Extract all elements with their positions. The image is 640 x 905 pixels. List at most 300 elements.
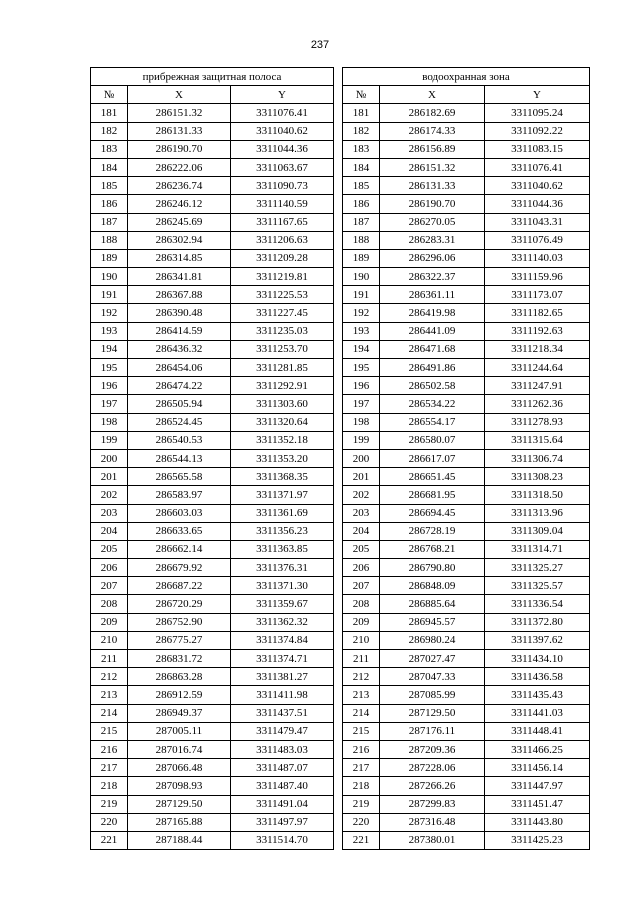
- cell-number: 197: [91, 395, 128, 413]
- cell-number: 192: [91, 304, 128, 322]
- table-row: [343, 449, 590, 467]
- table-row: [91, 777, 334, 795]
- cell-number: 203: [91, 504, 128, 522]
- table-row: [91, 686, 334, 704]
- cell-x: 287266.26: [380, 777, 485, 795]
- table-row: [343, 831, 590, 849]
- table-row: [343, 431, 590, 449]
- cell-number: 220: [91, 813, 128, 831]
- cell-number: 210: [343, 631, 380, 649]
- cell-x: 286246.12: [128, 195, 231, 213]
- cell-number: 199: [343, 431, 380, 449]
- cell-x: 286390.48: [128, 304, 231, 322]
- cell-x: 286681.95: [380, 486, 485, 504]
- cell-y: 3311044.36: [485, 195, 590, 213]
- cell-number: 186: [91, 195, 128, 213]
- cell-number: 217: [91, 759, 128, 777]
- table-row: [343, 286, 590, 304]
- table-row: [343, 195, 590, 213]
- table-row: [91, 486, 334, 504]
- coastal-protection-strip-table: [90, 67, 334, 850]
- cell-y: 3311359.67: [231, 595, 334, 613]
- cell-y: 3311436.58: [485, 668, 590, 686]
- cell-y: 3311353.20: [231, 449, 334, 467]
- cell-number: 193: [343, 322, 380, 340]
- cell-number: 206: [343, 559, 380, 577]
- table-row: [91, 631, 334, 649]
- cell-y: 3311483.03: [231, 740, 334, 758]
- cell-number: 202: [343, 486, 380, 504]
- cell-y: 3311095.24: [485, 104, 590, 122]
- cell-y: 3311368.35: [231, 468, 334, 486]
- table-row: [343, 377, 590, 395]
- cell-x: 286603.03: [128, 504, 231, 522]
- table-row: [91, 213, 334, 231]
- cell-y: 3311313.96: [485, 504, 590, 522]
- cell-x: 286583.97: [128, 486, 231, 504]
- cell-x: 286174.33: [380, 122, 485, 140]
- table-row: [91, 559, 334, 577]
- cell-number: 216: [91, 740, 128, 758]
- cell-number: 190: [91, 268, 128, 286]
- cell-number: 184: [91, 158, 128, 176]
- table-row: [343, 140, 590, 158]
- cell-number: 215: [91, 722, 128, 740]
- cell-x: 286980.24: [380, 631, 485, 649]
- cell-number: 181: [91, 104, 128, 122]
- table-row: [91, 340, 334, 358]
- cell-x: 286245.69: [128, 213, 231, 231]
- cell-number: 181: [343, 104, 380, 122]
- table-row: [91, 413, 334, 431]
- cell-number: 205: [91, 540, 128, 558]
- cell-number: 221: [91, 831, 128, 849]
- cell-number: 214: [91, 704, 128, 722]
- cell-x: 286534.22: [380, 395, 485, 413]
- table-row: [91, 522, 334, 540]
- table-row: [91, 195, 334, 213]
- column-header-y: Y: [485, 86, 590, 104]
- cell-y: 3311356.23: [231, 522, 334, 540]
- cell-y: 3311292.91: [231, 377, 334, 395]
- cell-x: 286156.89: [380, 140, 485, 158]
- table-row: [343, 631, 590, 649]
- cell-number: 217: [343, 759, 380, 777]
- table-row: [343, 577, 590, 595]
- cell-y: 3311182.65: [485, 304, 590, 322]
- cell-y: 3311247.91: [485, 377, 590, 395]
- cell-number: 212: [91, 668, 128, 686]
- cell-x: 287188.44: [128, 831, 231, 849]
- cell-x: 286687.22: [128, 577, 231, 595]
- cell-number: 189: [91, 249, 128, 267]
- cell-number: 204: [343, 522, 380, 540]
- cell-y: 3311437.51: [231, 704, 334, 722]
- cell-number: 192: [343, 304, 380, 322]
- cell-y: 3311309.04: [485, 522, 590, 540]
- table-title-row: [343, 68, 590, 86]
- column-header-number: №: [91, 86, 128, 104]
- table-row: [343, 540, 590, 558]
- cell-number: 195: [343, 359, 380, 377]
- table-row: [343, 122, 590, 140]
- cell-number: 195: [91, 359, 128, 377]
- cell-number: 203: [343, 504, 380, 522]
- cell-x: 286314.85: [128, 249, 231, 267]
- cell-x: 286436.32: [128, 340, 231, 358]
- cell-y: 3311487.40: [231, 777, 334, 795]
- cell-x: 287299.83: [380, 795, 485, 813]
- table-row: [343, 104, 590, 122]
- cell-y: 3311159.96: [485, 268, 590, 286]
- cell-x: 286885.64: [380, 595, 485, 613]
- column-header-x: X: [128, 86, 231, 104]
- cell-x: 286790.80: [380, 559, 485, 577]
- cell-x: 286414.59: [128, 322, 231, 340]
- cell-y: 3311381.27: [231, 668, 334, 686]
- cell-x: 286831.72: [128, 650, 231, 668]
- table-row: [91, 759, 334, 777]
- cell-number: 191: [91, 286, 128, 304]
- cell-x: 286912.59: [128, 686, 231, 704]
- table-row: [91, 722, 334, 740]
- cell-number: 183: [91, 140, 128, 158]
- cell-number: 216: [343, 740, 380, 758]
- cell-y: 3311441.03: [485, 704, 590, 722]
- cell-x: 286322.37: [380, 268, 485, 286]
- table-row: [91, 813, 334, 831]
- cell-x: 286544.13: [128, 449, 231, 467]
- cell-number: 200: [91, 449, 128, 467]
- cell-y: 3311487.07: [231, 759, 334, 777]
- cell-x: 286502.58: [380, 377, 485, 395]
- cell-number: 188: [91, 231, 128, 249]
- table-row: [343, 359, 590, 377]
- table-row: [343, 486, 590, 504]
- cell-y: 3311063.67: [231, 158, 334, 176]
- table-row: [91, 595, 334, 613]
- cell-number: 201: [91, 468, 128, 486]
- cell-number: 215: [343, 722, 380, 740]
- cell-x: 286752.90: [128, 613, 231, 631]
- cell-y: 3311318.50: [485, 486, 590, 504]
- cell-y: 3311434.10: [485, 650, 590, 668]
- cell-y: 3311244.64: [485, 359, 590, 377]
- cell-y: 3311372.80: [485, 613, 590, 631]
- cell-number: 214: [343, 704, 380, 722]
- cell-y: 3311479.47: [231, 722, 334, 740]
- cell-y: 3311083.15: [485, 140, 590, 158]
- table-row: [91, 231, 334, 249]
- page-number: 237: [310, 39, 330, 51]
- cell-x: 286524.45: [128, 413, 231, 431]
- cell-number: 207: [91, 577, 128, 595]
- table-row: [91, 449, 334, 467]
- cell-y: 3311315.64: [485, 431, 590, 449]
- cell-number: 188: [343, 231, 380, 249]
- cell-y: 3311173.07: [485, 286, 590, 304]
- column-header-x: X: [380, 86, 485, 104]
- cell-y: 3311451.47: [485, 795, 590, 813]
- table-header-row: [343, 86, 590, 104]
- cell-x: 287165.88: [128, 813, 231, 831]
- table-title: водоохранная зона: [343, 68, 590, 86]
- cell-x: 286131.33: [128, 122, 231, 140]
- cell-x: 286491.86: [380, 359, 485, 377]
- cell-number: 202: [91, 486, 128, 504]
- cell-x: 287129.50: [128, 795, 231, 813]
- cell-y: 3311314.71: [485, 540, 590, 558]
- table-row: [91, 249, 334, 267]
- cell-y: 3311092.22: [485, 122, 590, 140]
- cell-number: 187: [91, 213, 128, 231]
- cell-y: 3311374.71: [231, 650, 334, 668]
- cell-y: 3311278.93: [485, 413, 590, 431]
- table-row: [343, 650, 590, 668]
- cell-x: 287016.74: [128, 740, 231, 758]
- table-row: [343, 668, 590, 686]
- table-row: [91, 304, 334, 322]
- table-row: [91, 268, 334, 286]
- table-row: [343, 340, 590, 358]
- cell-x: 287005.11: [128, 722, 231, 740]
- cell-number: 182: [343, 122, 380, 140]
- cell-y: 3311043.31: [485, 213, 590, 231]
- table-row: [343, 522, 590, 540]
- cell-number: 193: [91, 322, 128, 340]
- table-row: [91, 704, 334, 722]
- cell-number: 213: [343, 686, 380, 704]
- table-row: [91, 431, 334, 449]
- cell-x: 286679.92: [128, 559, 231, 577]
- cell-x: 286617.07: [380, 449, 485, 467]
- cell-y: 3311336.54: [485, 595, 590, 613]
- cell-x: 286633.65: [128, 522, 231, 540]
- cell-number: 186: [343, 195, 380, 213]
- cell-number: 219: [91, 795, 128, 813]
- cell-x: 287047.33: [380, 668, 485, 686]
- cell-number: 200: [343, 449, 380, 467]
- cell-x: 286945.57: [380, 613, 485, 631]
- table-row: [343, 231, 590, 249]
- cell-x: 286270.05: [380, 213, 485, 231]
- table-title: прибрежная защитная полоса: [91, 68, 334, 86]
- cell-y: 3311456.14: [485, 759, 590, 777]
- table-row: [343, 158, 590, 176]
- cell-y: 3311218.34: [485, 340, 590, 358]
- table-row: [343, 213, 590, 231]
- table-row: [343, 249, 590, 267]
- cell-x: 287176.11: [380, 722, 485, 740]
- cell-x: 286565.58: [128, 468, 231, 486]
- cell-number: 190: [343, 268, 380, 286]
- cell-y: 3311411.98: [231, 686, 334, 704]
- cell-number: 209: [343, 613, 380, 631]
- cell-y: 3311076.49: [485, 231, 590, 249]
- cell-x: 286151.32: [128, 104, 231, 122]
- cell-number: 211: [343, 650, 380, 668]
- table-row: [91, 668, 334, 686]
- cell-y: 3311044.36: [231, 140, 334, 158]
- cell-x: 286768.21: [380, 540, 485, 558]
- cell-y: 3311448.41: [485, 722, 590, 740]
- cell-y: 3311040.62: [231, 122, 334, 140]
- table-row: [91, 140, 334, 158]
- table-row: [91, 831, 334, 849]
- table-row: [91, 286, 334, 304]
- cell-x: 286848.09: [380, 577, 485, 595]
- cell-number: 198: [91, 413, 128, 431]
- cell-x: 286471.68: [380, 340, 485, 358]
- cell-number: 218: [343, 777, 380, 795]
- cell-y: 3311140.03: [485, 249, 590, 267]
- cell-number: 213: [91, 686, 128, 704]
- cell-y: 3311425.23: [485, 831, 590, 849]
- table-row: [343, 759, 590, 777]
- cell-y: 3311362.32: [231, 613, 334, 631]
- cell-x: 286554.17: [380, 413, 485, 431]
- cell-number: 219: [343, 795, 380, 813]
- cell-number: 206: [91, 559, 128, 577]
- cell-x: 286441.09: [380, 322, 485, 340]
- column-header-number: №: [343, 86, 380, 104]
- cell-x: 287380.01: [380, 831, 485, 849]
- cell-y: 3311209.28: [231, 249, 334, 267]
- cell-x: 287209.36: [380, 740, 485, 758]
- water-protection-zone-table: [342, 67, 590, 850]
- cell-x: 287027.47: [380, 650, 485, 668]
- cell-x: 287228.06: [380, 759, 485, 777]
- cell-y: 3311325.27: [485, 559, 590, 577]
- cell-number: 207: [343, 577, 380, 595]
- cell-number: 221: [343, 831, 380, 849]
- cell-y: 3311325.57: [485, 577, 590, 595]
- cell-x: 286720.29: [128, 595, 231, 613]
- cell-x: 286662.14: [128, 540, 231, 558]
- cell-x: 286949.37: [128, 704, 231, 722]
- table-row: [343, 704, 590, 722]
- cell-y: 3311227.45: [231, 304, 334, 322]
- cell-number: 185: [343, 177, 380, 195]
- cell-y: 3311466.25: [485, 740, 590, 758]
- table-row: [91, 577, 334, 595]
- cell-y: 3311435.43: [485, 686, 590, 704]
- cell-number: 197: [343, 395, 380, 413]
- table-row: [343, 595, 590, 613]
- cell-number: 211: [91, 650, 128, 668]
- cell-x: 286367.88: [128, 286, 231, 304]
- cell-x: 286474.22: [128, 377, 231, 395]
- cell-y: 3311371.30: [231, 577, 334, 595]
- table-row: [91, 613, 334, 631]
- table-row: [343, 613, 590, 631]
- table-row: [343, 686, 590, 704]
- cell-y: 3311491.04: [231, 795, 334, 813]
- table-row: [91, 359, 334, 377]
- cell-x: 286728.19: [380, 522, 485, 540]
- table-row: [343, 559, 590, 577]
- cell-y: 3311443.80: [485, 813, 590, 831]
- cell-y: 3311262.36: [485, 395, 590, 413]
- table-header-row: [91, 86, 334, 104]
- cell-number: 208: [343, 595, 380, 613]
- cell-x: 286283.31: [380, 231, 485, 249]
- cell-y: 3311303.60: [231, 395, 334, 413]
- cell-y: 3311320.64: [231, 413, 334, 431]
- cell-y: 3311090.73: [231, 177, 334, 195]
- cell-number: 210: [91, 631, 128, 649]
- table-row: [91, 740, 334, 758]
- cell-y: 3311140.59: [231, 195, 334, 213]
- cell-x: 287316.48: [380, 813, 485, 831]
- cell-x: 286151.32: [380, 158, 485, 176]
- table-row: [343, 740, 590, 758]
- table-row: [343, 504, 590, 522]
- cell-x: 286190.70: [128, 140, 231, 158]
- cell-x: 286540.53: [128, 431, 231, 449]
- cell-number: 218: [91, 777, 128, 795]
- table-row: [343, 304, 590, 322]
- cell-number: 198: [343, 413, 380, 431]
- cell-x: 286341.81: [128, 268, 231, 286]
- table-row: [343, 322, 590, 340]
- cell-x: 286505.94: [128, 395, 231, 413]
- cell-y: 3311235.03: [231, 322, 334, 340]
- cell-number: 184: [343, 158, 380, 176]
- cell-x: 286302.94: [128, 231, 231, 249]
- cell-x: 286694.45: [380, 504, 485, 522]
- cell-number: 212: [343, 668, 380, 686]
- cell-x: 286651.45: [380, 468, 485, 486]
- cell-y: 3311076.41: [231, 104, 334, 122]
- cell-x: 286419.98: [380, 304, 485, 322]
- cell-x: 286361.11: [380, 286, 485, 304]
- table-row: [91, 377, 334, 395]
- cell-y: 3311447.97: [485, 777, 590, 795]
- cell-y: 3311374.84: [231, 631, 334, 649]
- table-row: [91, 504, 334, 522]
- cell-x: 286236.74: [128, 177, 231, 195]
- cell-number: 187: [343, 213, 380, 231]
- cell-x: 286222.06: [128, 158, 231, 176]
- cell-number: 208: [91, 595, 128, 613]
- cell-y: 3311397.62: [485, 631, 590, 649]
- cell-number: 209: [91, 613, 128, 631]
- cell-y: 3311167.65: [231, 213, 334, 231]
- cell-number: 189: [343, 249, 380, 267]
- cell-x: 286454.06: [128, 359, 231, 377]
- cell-x: 286580.07: [380, 431, 485, 449]
- table-row: [91, 122, 334, 140]
- cell-x: 287066.48: [128, 759, 231, 777]
- cell-x: 286182.69: [380, 104, 485, 122]
- cell-x: 286296.06: [380, 249, 485, 267]
- cell-number: 194: [343, 340, 380, 358]
- cell-y: 3311371.97: [231, 486, 334, 504]
- table-row: [91, 322, 334, 340]
- cell-y: 3311363.85: [231, 540, 334, 558]
- cell-number: 196: [91, 377, 128, 395]
- table-row: [343, 777, 590, 795]
- table-row: [91, 104, 334, 122]
- cell-y: 3311040.62: [485, 177, 590, 195]
- table-row: [343, 413, 590, 431]
- cell-y: 3311192.63: [485, 322, 590, 340]
- cell-y: 3311376.31: [231, 559, 334, 577]
- table-row: [91, 795, 334, 813]
- cell-x: 287129.50: [380, 704, 485, 722]
- table-row: [343, 813, 590, 831]
